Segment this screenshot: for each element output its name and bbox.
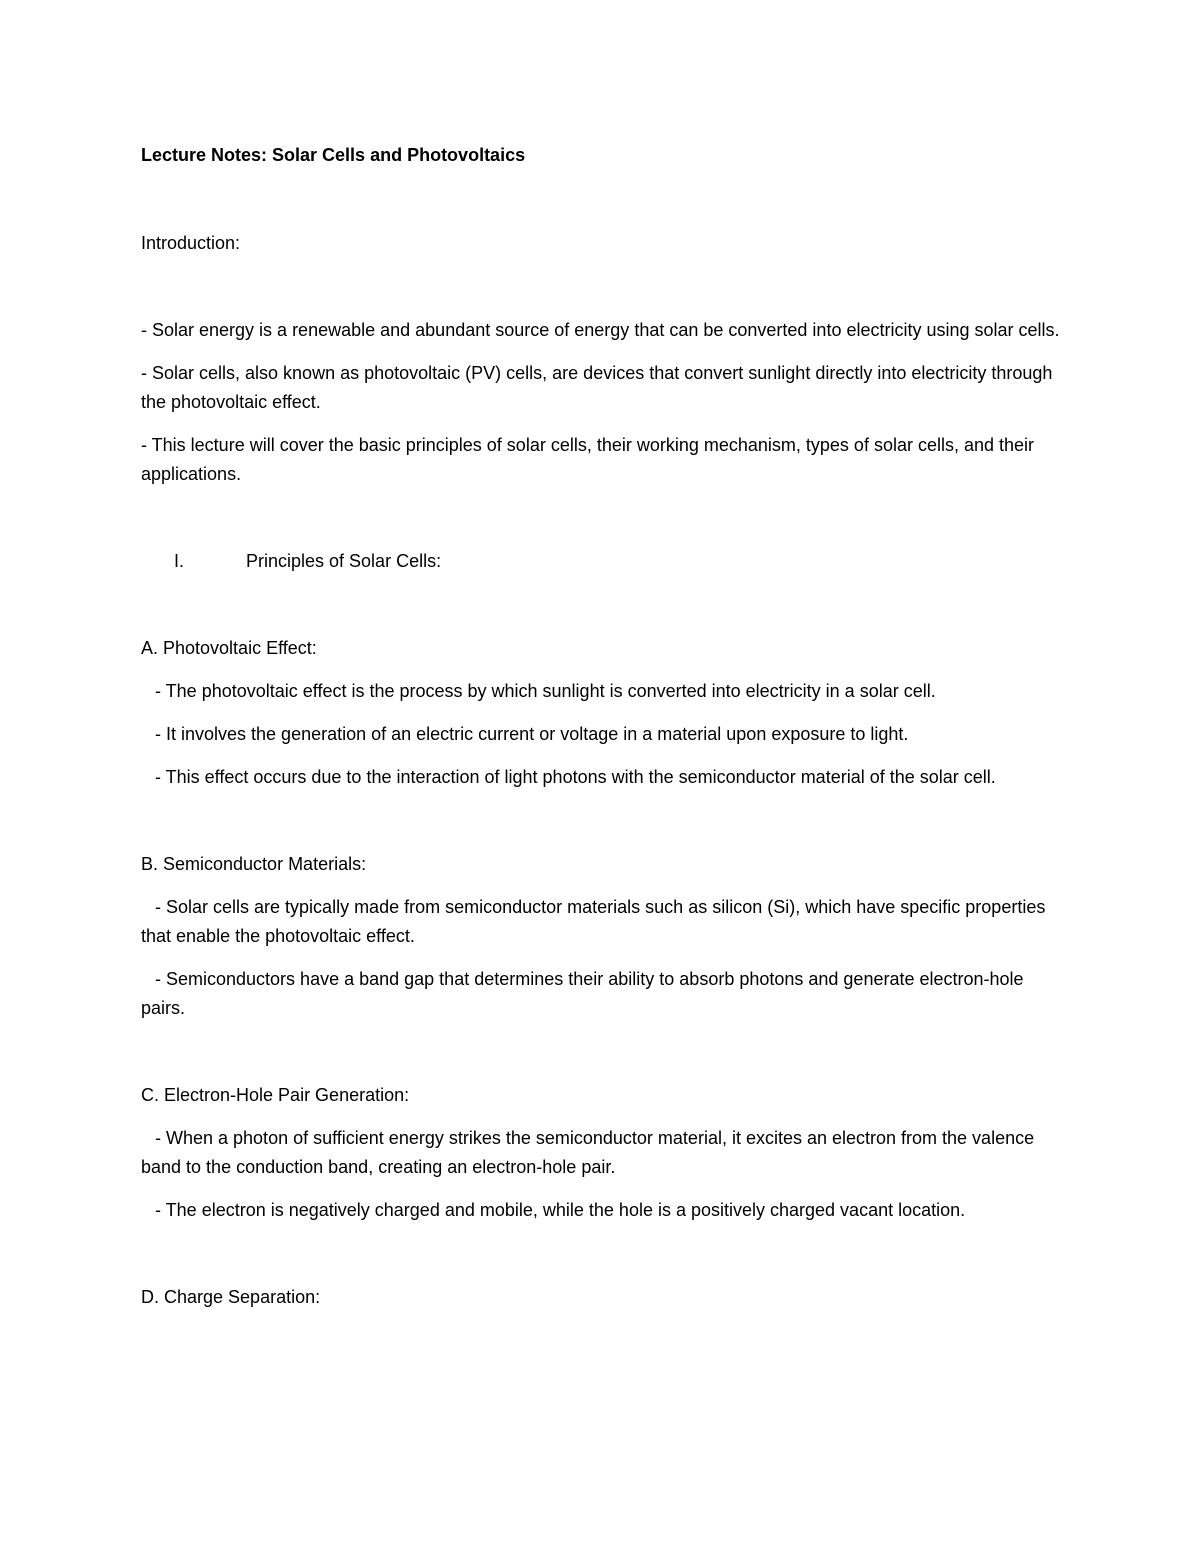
introduction-item: - Solar energy is a renewable and abundant source of energy that can be converted into electricity using solar cells. <box>141 320 1060 340</box>
subsection-list-semiconductor-materials <box>141 893 1061 1023</box>
introduction-item: - This lecture will cover the basic principles of solar cells, their working mechanism, types of solar cells, and their applications. <box>141 435 1035 484</box>
subsection-heading-photovoltaic-effect: A. Photovoltaic Effect: <box>141 638 317 658</box>
subsection-list-photovoltaic-effect <box>141 677 1061 792</box>
subsection-heading-charge-separation: D. Charge Separation: <box>141 1287 321 1307</box>
section-number: I. <box>174 551 185 571</box>
list-item: - When a photon of sufficient energy strikes the semiconductor material, it excites an electron from the valence band to the conduction band, creating an electron-hole pair. <box>141 1128 1035 1177</box>
document-body <box>141 141 1061 1312</box>
introduction-list <box>141 316 1061 489</box>
introduction-item: - Solar cells, also known as photovoltaic (PV) cells, are devices that convert sunlight directly into electricity through the photovoltaic effect. <box>141 363 1053 412</box>
list-item: - It involves the generation of an electric current or voltage in a material upon exposure to light. <box>155 724 909 744</box>
list-item: - Semiconductors have a band gap that determines their ability to absorb photons and generate electron-hole pairs. <box>141 969 1024 1018</box>
subsection-heading-electron-hole-pair: C. Electron-Hole Pair Generation: <box>141 1085 410 1105</box>
list-item: - The electron is negatively charged and mobile, while the hole is a positively charged vacant location. <box>155 1200 966 1220</box>
subsection-heading-semiconductor-materials: B. Semiconductor Materials: <box>141 854 367 874</box>
list-item: - This effect occurs due to the interaction of light photons with the semiconductor material of the solar cell. <box>155 767 996 787</box>
document-title: Lecture Notes: Solar Cells and Photovoltaics <box>141 145 526 165</box>
subsection-list-electron-hole-pair <box>141 1124 1061 1225</box>
introduction-heading: Introduction: <box>141 233 241 253</box>
section-title: Principles of Solar Cells: <box>246 551 442 571</box>
section-heading-principles <box>141 547 1061 576</box>
list-item: - The photovoltaic effect is the process by which sunlight is converted into electricity in a solar cell. <box>155 681 936 701</box>
list-item: - Solar cells are typically made from semiconductor materials such as silicon (Si), which have specific properties that enable the photovoltaic effect. <box>141 897 1046 946</box>
